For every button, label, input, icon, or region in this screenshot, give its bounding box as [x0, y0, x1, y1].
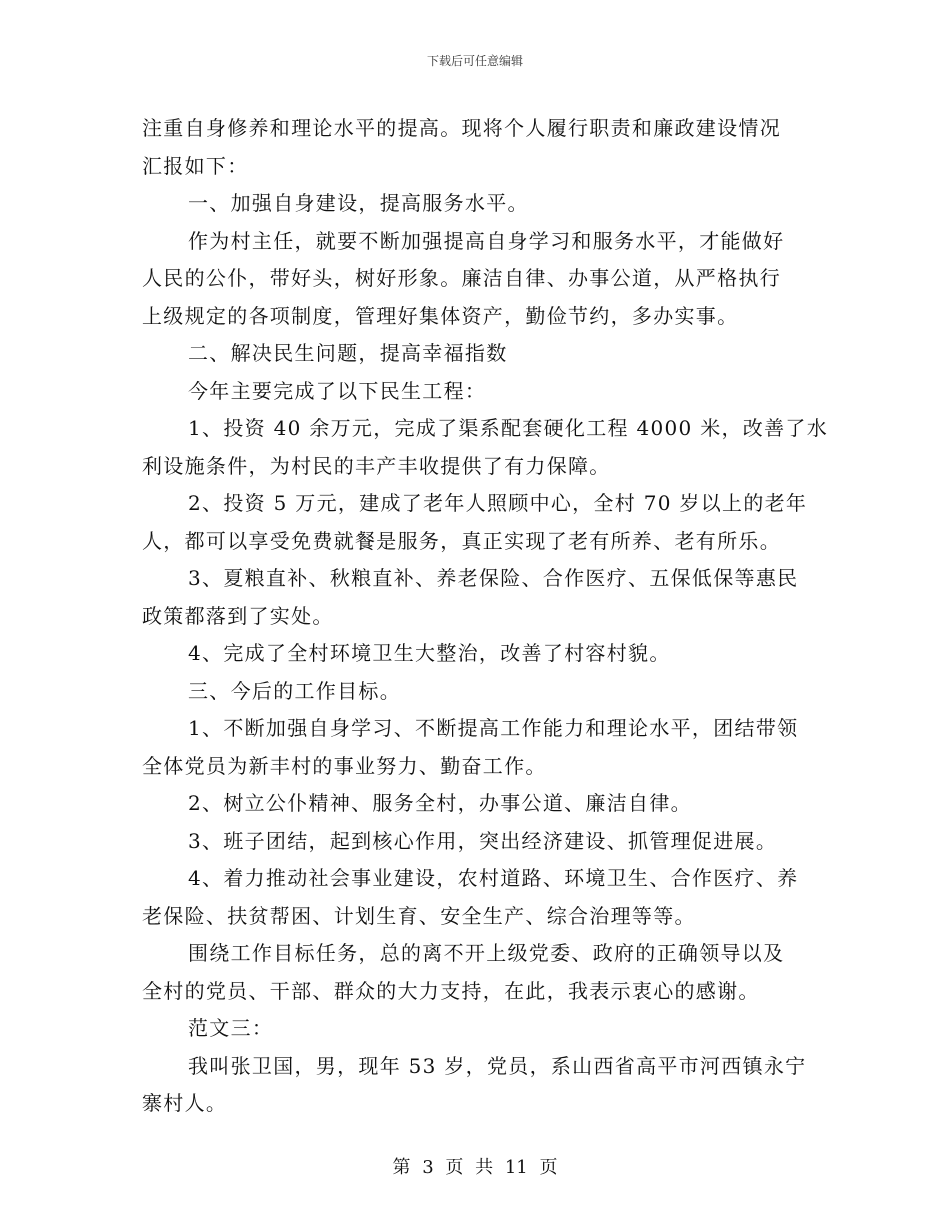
list-item: 2、投资 5 万元，建成了老年人照顾中心，全村 70 岁以上的老年	[188, 491, 808, 515]
page-number: 第 3 页 共 11 页	[392, 1157, 558, 1178]
body-line: 注重自身修养和理论水平的提高。现将个人履行职责和廉政建设情况	[142, 116, 781, 140]
body-line: 上级规定的各项制度，管理好集体资产，勤俭节约，多办实事。	[142, 303, 739, 328]
body-line: 人民的公仆，带好头，树好形象。廉洁自律、办事公道，从严格执行	[142, 266, 781, 290]
body-line: 利设施条件，为村民的丰产丰收提供了有力保障。	[142, 453, 611, 478]
body-line: 汇报如下：	[142, 153, 249, 178]
list-item: 4、完成了全村环境卫生大整治，改善了村容村貌。	[188, 641, 671, 665]
section-heading-1: 一、加强自身建设，提高服务水平。	[188, 191, 529, 215]
list-item: 2、树立公仆精神、服务全村，办事公道、廉洁自律。	[188, 791, 692, 815]
body-line: 老保险、扶贫帮困、计划生育、安全生产、综合治理等等。	[142, 903, 696, 928]
body-line: 围绕工作目标任务，总的离不开上级党委、政府的正确领导以及	[188, 941, 785, 965]
list-item: 4、着力推动社会事业建设，农村道路、环境卫生、合作医疗、养	[188, 866, 799, 890]
list-item: 1、不断加强自身学习、不断提高工作能力和理论水平，团结带领	[188, 716, 799, 740]
body-line: 寨村人。	[142, 1091, 228, 1115]
document-body	[142, 110, 829, 1123]
list-item: 1、投资 40 余万元，完成了渠系配套硬化工程 4000 米，改善了水	[188, 416, 829, 440]
body-line: 人，都可以享受免费就餐是服务，真正实现了老有所养、老有所乐。	[142, 528, 781, 553]
body-line: 今年主要完成了以下民生工程：	[188, 378, 487, 403]
list-item: 3、夏粮直补、秋粮直补、养老保险、合作医疗、五保低保等惠民	[188, 566, 799, 590]
sample-heading: 范文三：	[188, 1016, 274, 1040]
body-line: 政策都落到了实处。	[142, 603, 334, 628]
page-header-note: 下载后可任意编辑	[426, 54, 523, 68]
section-heading-2: 二、解决民生问题，提高幸福指数	[188, 341, 508, 365]
body-line: 我叫张卫国，男，现年 53 岁，党员，系山西省高平市河西镇永宁	[188, 1053, 807, 1078]
body-line: 全体党员为新丰村的事业努力、勤奋工作。	[142, 753, 547, 778]
body-line: 全村的党员、干部、群众的大力支持，在此，我表示衷心的感谢。	[142, 978, 760, 1003]
body-line: 作为村主任，就要不断加强提高自身学习和服务水平，才能做好	[188, 228, 785, 253]
list-item: 3、班子团结，起到核心作用，突出经济建设、抓管理促进展。	[188, 828, 778, 853]
section-heading-3: 三、今后的工作目标。	[188, 678, 401, 703]
